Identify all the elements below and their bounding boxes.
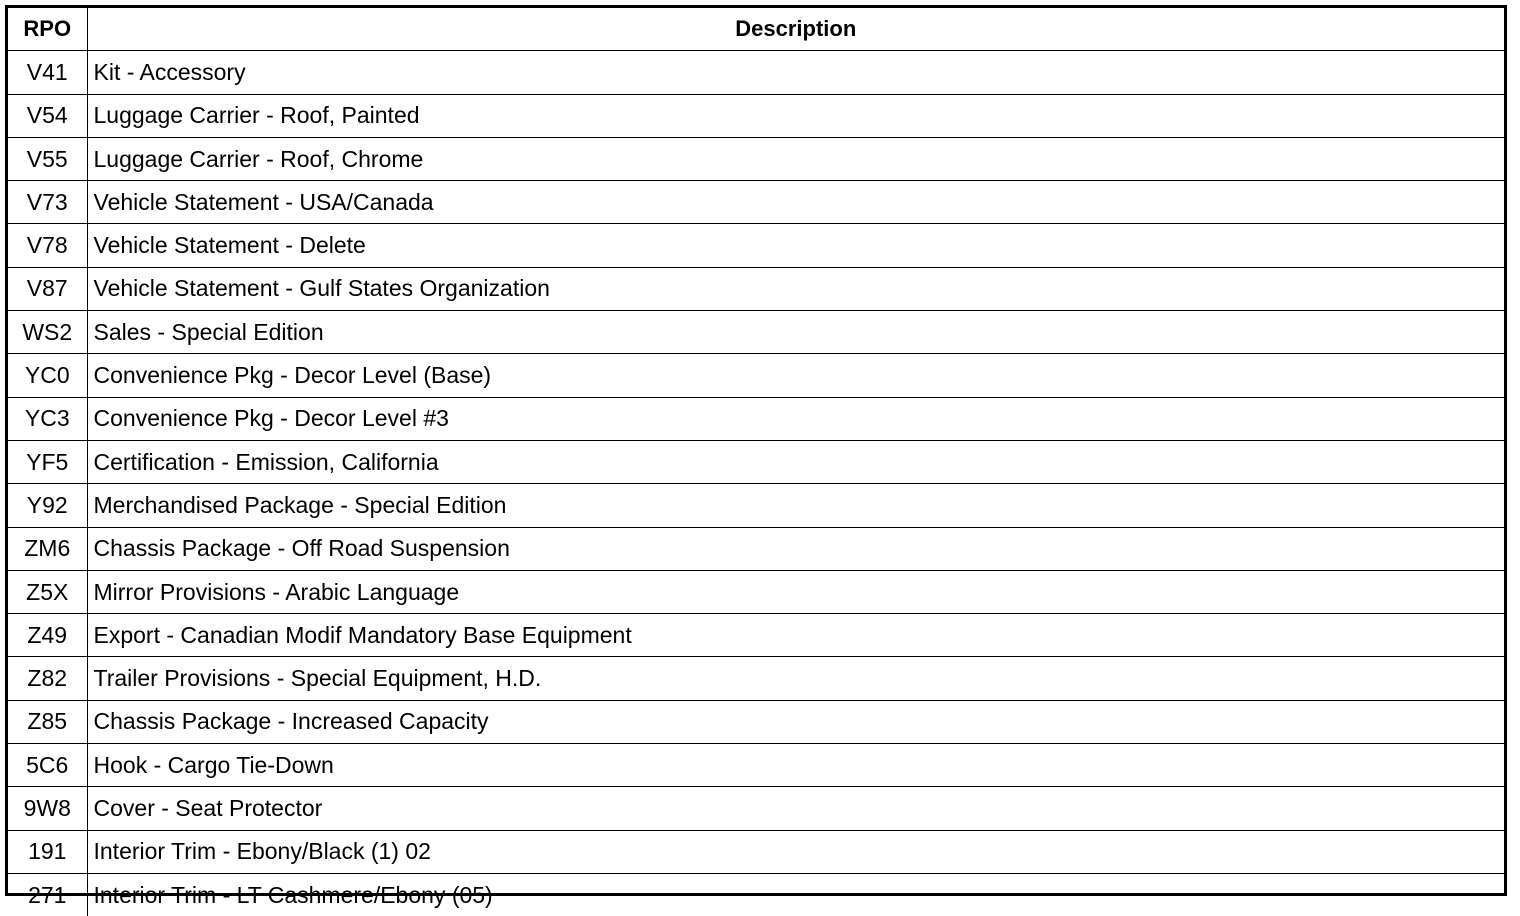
table-row bbox=[8, 527, 1504, 570]
rpo-code: Z5X bbox=[8, 570, 87, 613]
rpo-code: 5C6 bbox=[8, 744, 87, 787]
rpo-code: ZM6 bbox=[8, 527, 87, 570]
rpo-code: V41 bbox=[8, 51, 87, 94]
table-row bbox=[8, 224, 1504, 267]
rpo-code: YF5 bbox=[8, 440, 87, 483]
rpo-code: Z82 bbox=[8, 657, 87, 700]
rpo-description: Interior Trim - Ebony/Black (1) 02 bbox=[87, 830, 1504, 873]
table-row bbox=[8, 614, 1504, 657]
rpo-description: Vehicle Statement - Gulf States Organization bbox=[87, 267, 1504, 310]
rpo-description: Mirror Provisions - Arabic Language bbox=[87, 570, 1504, 613]
rpo-code: V55 bbox=[8, 137, 87, 180]
rpo-code: Y92 bbox=[8, 484, 87, 527]
rpo-description: Merchandised Package - Special Edition bbox=[87, 484, 1504, 527]
rpo-code: 271 bbox=[8, 873, 87, 916]
header-description: Description bbox=[87, 8, 1504, 51]
rpo-code: V54 bbox=[8, 94, 87, 137]
rpo-description: Convenience Pkg - Decor Level #3 bbox=[87, 397, 1504, 440]
table-header-row bbox=[8, 8, 1504, 51]
table-row bbox=[8, 657, 1504, 700]
rpo-description: Kit - Accessory bbox=[87, 51, 1504, 94]
table-row bbox=[8, 440, 1504, 483]
rpo-description: Chassis Package - Increased Capacity bbox=[87, 700, 1504, 743]
table-row bbox=[8, 873, 1504, 916]
table-row bbox=[8, 311, 1504, 354]
rpo-description: Cover - Seat Protector bbox=[87, 787, 1504, 830]
rpo-description: Trailer Provisions - Special Equipment, H.D. bbox=[87, 657, 1504, 700]
table-row bbox=[8, 484, 1504, 527]
table-row bbox=[8, 830, 1504, 873]
rpo-description: Vehicle Statement - USA/Canada bbox=[87, 181, 1504, 224]
rpo-description: Luggage Carrier - Roof, Painted bbox=[87, 94, 1504, 137]
rpo-code: YC3 bbox=[8, 397, 87, 440]
table-row bbox=[8, 267, 1504, 310]
rpo-description: Luggage Carrier - Roof, Chrome bbox=[87, 137, 1504, 180]
rpo-description: Vehicle Statement - Delete bbox=[87, 224, 1504, 267]
table-row bbox=[8, 94, 1504, 137]
rpo-description: Certification - Emission, California bbox=[87, 440, 1504, 483]
header-rpo: RPO bbox=[8, 8, 87, 51]
rpo-code: V87 bbox=[8, 267, 87, 310]
table-body bbox=[8, 51, 1504, 916]
rpo-description: Export - Canadian Modif Mandatory Base Equipment bbox=[87, 614, 1504, 657]
table-row bbox=[8, 744, 1504, 787]
rpo-code: V78 bbox=[8, 224, 87, 267]
rpo-code: 191 bbox=[8, 830, 87, 873]
rpo-description: Chassis Package - Off Road Suspension bbox=[87, 527, 1504, 570]
table-row bbox=[8, 137, 1504, 180]
table-row bbox=[8, 181, 1504, 224]
rpo-code: Z49 bbox=[8, 614, 87, 657]
rpo-description: Sales - Special Edition bbox=[87, 311, 1504, 354]
table-row bbox=[8, 354, 1504, 397]
rpo-code: Z85 bbox=[8, 700, 87, 743]
rpo-description: Convenience Pkg - Decor Level (Base) bbox=[87, 354, 1504, 397]
rpo-table bbox=[8, 8, 1504, 916]
rpo-table-frame bbox=[5, 5, 1507, 908]
rpo-code: V73 bbox=[8, 181, 87, 224]
rpo-code: WS2 bbox=[8, 311, 87, 354]
table-row bbox=[8, 397, 1504, 440]
rpo-description: Hook - Cargo Tie-Down bbox=[87, 744, 1504, 787]
table-row bbox=[8, 787, 1504, 830]
rpo-code: YC0 bbox=[8, 354, 87, 397]
rpo-description: Interior Trim - LT Cashmere/Ebony (05) bbox=[87, 873, 1504, 916]
table-row bbox=[8, 51, 1504, 94]
table-row bbox=[8, 700, 1504, 743]
rpo-code: 9W8 bbox=[8, 787, 87, 830]
table-row bbox=[8, 570, 1504, 613]
